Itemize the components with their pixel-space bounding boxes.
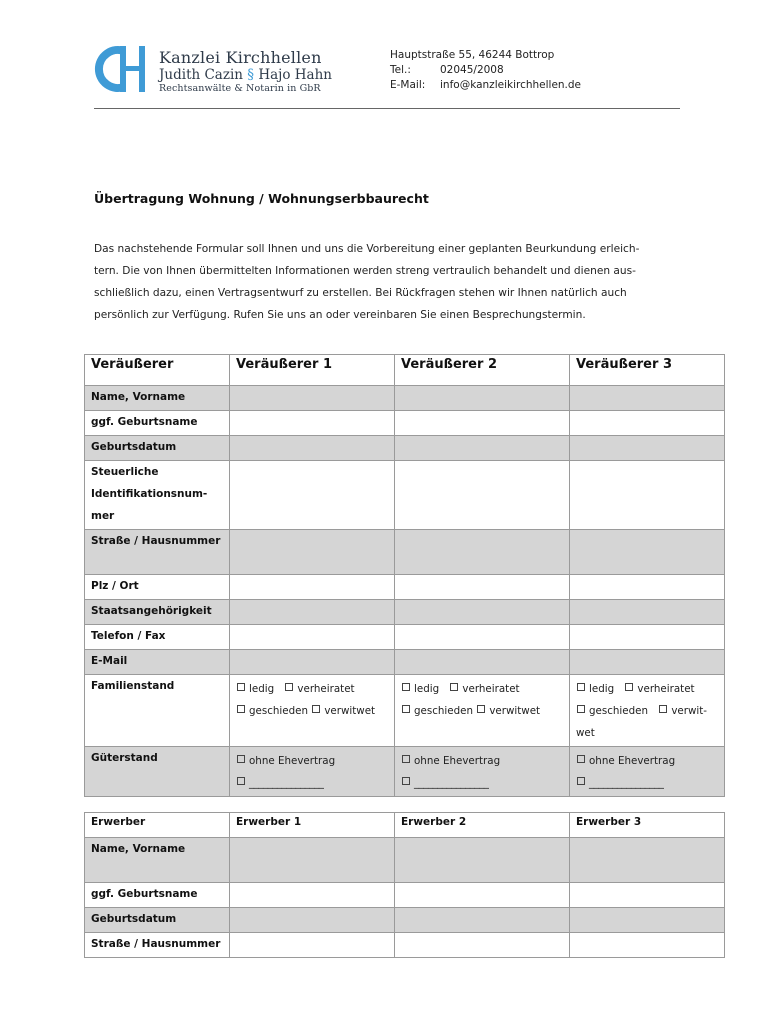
checkbox[interactable] xyxy=(237,755,245,763)
option-label: ohne Ehevertrag xyxy=(589,755,676,767)
phone-value: 02045/2008 xyxy=(440,64,504,76)
row-label-line: mer xyxy=(91,510,115,522)
option-line xyxy=(236,772,388,794)
email-field[interactable] xyxy=(230,650,395,675)
birthname-field[interactable] xyxy=(230,883,395,908)
table-row xyxy=(85,625,725,650)
option-label: verwitwet xyxy=(489,705,541,717)
column-header: Veräußerer 2 xyxy=(395,355,570,386)
checkbox[interactable] xyxy=(237,705,245,713)
header-divider xyxy=(94,108,680,109)
option-line xyxy=(576,678,718,700)
property-regime-cell xyxy=(570,747,725,797)
option-line xyxy=(236,700,388,722)
checkbox[interactable] xyxy=(285,683,293,691)
name-field[interactable] xyxy=(230,386,395,411)
option-label: geschieden xyxy=(589,705,649,717)
checkbox[interactable] xyxy=(577,755,585,763)
birthname-field[interactable] xyxy=(570,883,725,908)
email-field[interactable] xyxy=(395,650,570,675)
street-field[interactable] xyxy=(230,933,395,958)
checkbox[interactable] xyxy=(577,705,585,713)
table-row xyxy=(85,650,725,675)
row-label: Plz / Ort xyxy=(85,575,230,600)
table-row xyxy=(85,933,725,958)
email-row xyxy=(390,78,581,93)
row-label: ggf. Geburtsname xyxy=(85,411,230,436)
option-label: verwit- xyxy=(671,705,708,717)
row-label xyxy=(85,461,230,530)
birthname-field[interactable] xyxy=(395,411,570,436)
option-label: verheiratet xyxy=(637,683,695,695)
table-row xyxy=(85,600,725,625)
table-row xyxy=(85,908,725,933)
birthdate-field[interactable] xyxy=(395,908,570,933)
birthdate-field[interactable] xyxy=(230,436,395,461)
row-label: Güterstand xyxy=(85,747,230,797)
column-header: Erwerber xyxy=(85,813,230,838)
phone-fax-field[interactable] xyxy=(395,625,570,650)
option-label: verheiratet xyxy=(462,683,520,695)
firm-name-block xyxy=(159,49,332,95)
column-header: Veräußerer 3 xyxy=(570,355,725,386)
veraeusserer-table xyxy=(84,354,725,797)
intro-line: tern. Die von Ihnen übermittelten Informationen werden streng vertraulich behandelt und dienen aus- xyxy=(94,265,636,277)
name-field[interactable] xyxy=(395,838,570,883)
tax-id-field[interactable] xyxy=(395,461,570,530)
street-field[interactable] xyxy=(230,530,395,575)
partner-2: Hajo Hahn xyxy=(258,67,332,83)
option-line xyxy=(576,772,718,794)
email-field[interactable] xyxy=(570,650,725,675)
intro-line: Das nachstehende Formular soll Ihnen und uns die Vorbereitung einer geplanten Beurkundung erleich- xyxy=(94,243,640,255)
row-label: Straße / Hausnummer xyxy=(85,933,230,958)
checkbox[interactable] xyxy=(659,705,667,713)
birthdate-field[interactable] xyxy=(230,908,395,933)
street-field[interactable] xyxy=(570,933,725,958)
table-header-row xyxy=(85,813,725,838)
marital-status-cell xyxy=(395,675,570,747)
firm-subtitle: Rechtsanwälte & Notarin in GbR xyxy=(159,83,321,94)
column-header: Erwerber 2 xyxy=(395,813,570,838)
street-field[interactable] xyxy=(570,530,725,575)
table-row xyxy=(85,838,725,883)
option-label: ledig xyxy=(249,683,275,695)
column-header: Erwerber 3 xyxy=(570,813,725,838)
name-field[interactable] xyxy=(230,838,395,883)
birthname-field[interactable] xyxy=(395,883,570,908)
table-row xyxy=(85,436,725,461)
checkbox[interactable] xyxy=(237,777,245,785)
birthdate-field[interactable] xyxy=(395,436,570,461)
row-label: E-Mail xyxy=(85,650,230,675)
column-header: Veräußerer 1 xyxy=(230,355,395,386)
email-label: E-Mail: xyxy=(390,79,426,91)
checkbox[interactable] xyxy=(312,705,320,713)
row-label: Name, Vorname xyxy=(85,838,230,883)
option-line xyxy=(236,750,388,772)
marital-status-cell xyxy=(570,675,725,747)
row-label: Staatsangehörigkeit xyxy=(85,600,230,625)
column-header: Erwerber 1 xyxy=(230,813,395,838)
street-field[interactable] xyxy=(395,933,570,958)
firm-partners xyxy=(159,67,332,83)
row-label: Geburtsdatum xyxy=(85,436,230,461)
option-label: verwitwet xyxy=(324,705,376,717)
blank-line[interactable]: ________________ xyxy=(589,777,664,789)
property-regime-cell xyxy=(395,747,570,797)
contact-block xyxy=(390,48,581,93)
tax-id-field[interactable] xyxy=(570,461,725,530)
nationality-field[interactable] xyxy=(230,600,395,625)
option-line: wet xyxy=(576,727,595,739)
table-row xyxy=(85,461,725,530)
row-label: Telefon / Fax xyxy=(85,625,230,650)
checkbox[interactable] xyxy=(477,705,485,713)
row-label: Straße / Hausnummer xyxy=(85,530,230,575)
intro-paragraph xyxy=(94,238,694,326)
option-label: verheiratet xyxy=(297,683,355,695)
checkbox[interactable] xyxy=(625,683,633,691)
column-header: Veräußerer xyxy=(85,355,230,386)
blank-line[interactable]: ________________ xyxy=(414,777,489,789)
section-sign: § xyxy=(247,67,255,83)
option-label: geschieden xyxy=(249,705,309,717)
address: Hauptstraße 55, 46244 Bottrop xyxy=(390,49,555,61)
street-field[interactable] xyxy=(395,530,570,575)
phone-label: Tel.: xyxy=(390,64,411,76)
option-label: geschieden xyxy=(414,705,474,717)
phone-fax-field[interactable] xyxy=(570,625,725,650)
option-line xyxy=(236,678,388,700)
partner-1: Judith Cazin xyxy=(159,67,243,83)
intro-line: schließlich dazu, einen Vertragsentwurf zu erstellen. Bei Rückfragen stehen wir Ihnen natürlich auch xyxy=(94,287,627,299)
document-title: Übertragung Wohnung / Wohnungserbbaurecht xyxy=(94,191,429,206)
table-row xyxy=(85,386,725,411)
option-label: ledig xyxy=(589,683,615,695)
checkbox[interactable] xyxy=(402,755,410,763)
row-label-line: Identifikationsnum- xyxy=(91,488,208,500)
intro-line: persönlich zur Verfügung. Rufen Sie uns an oder vereinbaren Sie einen Besprechungstermin. xyxy=(94,309,586,321)
table-row xyxy=(85,747,725,797)
zip-city-field[interactable] xyxy=(395,575,570,600)
tax-id-field[interactable] xyxy=(230,461,395,530)
row-label: Geburtsdatum xyxy=(85,908,230,933)
table-row xyxy=(85,575,725,600)
birthdate-field[interactable] xyxy=(570,436,725,461)
email-value[interactable]: info@kanzleikirchhellen.de xyxy=(440,79,582,91)
option-line xyxy=(401,772,563,794)
phone-fax-field[interactable] xyxy=(230,625,395,650)
option-line xyxy=(401,700,563,722)
table-row xyxy=(85,411,725,436)
checkbox[interactable] xyxy=(402,683,410,691)
zip-city-field[interactable] xyxy=(570,575,725,600)
option-line xyxy=(576,700,718,722)
phone-row xyxy=(390,63,581,78)
birthdate-field[interactable] xyxy=(570,908,725,933)
row-label: Name, Vorname xyxy=(85,386,230,411)
blank-line[interactable]: ________________ xyxy=(249,777,324,789)
row-label: ggf. Geburtsname xyxy=(85,883,230,908)
row-label: Familienstand xyxy=(85,675,230,747)
checkbox[interactable] xyxy=(402,777,410,785)
firm-name: Kanzlei Kirchhellen xyxy=(159,48,322,67)
option-label: ledig xyxy=(414,683,440,695)
checkbox[interactable] xyxy=(237,683,245,691)
erwerber-table xyxy=(84,812,725,958)
table-header-row xyxy=(85,355,725,386)
nationality-field[interactable] xyxy=(570,600,725,625)
option-label: ohne Ehevertrag xyxy=(249,755,336,767)
ch-monogram-logo-icon xyxy=(94,44,150,94)
property-regime-cell xyxy=(230,747,395,797)
checkbox[interactable] xyxy=(402,705,410,713)
name-field[interactable] xyxy=(395,386,570,411)
table-row xyxy=(85,675,725,747)
zip-city-field[interactable] xyxy=(230,575,395,600)
birthname-field[interactable] xyxy=(230,411,395,436)
marital-status-cell xyxy=(230,675,395,747)
option-label: ohne Ehevertrag xyxy=(414,755,501,767)
name-field[interactable] xyxy=(570,838,725,883)
nationality-field[interactable] xyxy=(395,600,570,625)
birthname-field[interactable] xyxy=(570,411,725,436)
option-line xyxy=(401,678,563,700)
checkbox[interactable] xyxy=(577,683,585,691)
option-line xyxy=(401,750,563,772)
checkbox[interactable] xyxy=(450,683,458,691)
table-row xyxy=(85,883,725,908)
table-row xyxy=(85,530,725,575)
row-label-line: Steuerliche xyxy=(91,466,159,478)
checkbox[interactable] xyxy=(577,777,585,785)
name-field[interactable] xyxy=(570,386,725,411)
option-line xyxy=(576,750,718,772)
